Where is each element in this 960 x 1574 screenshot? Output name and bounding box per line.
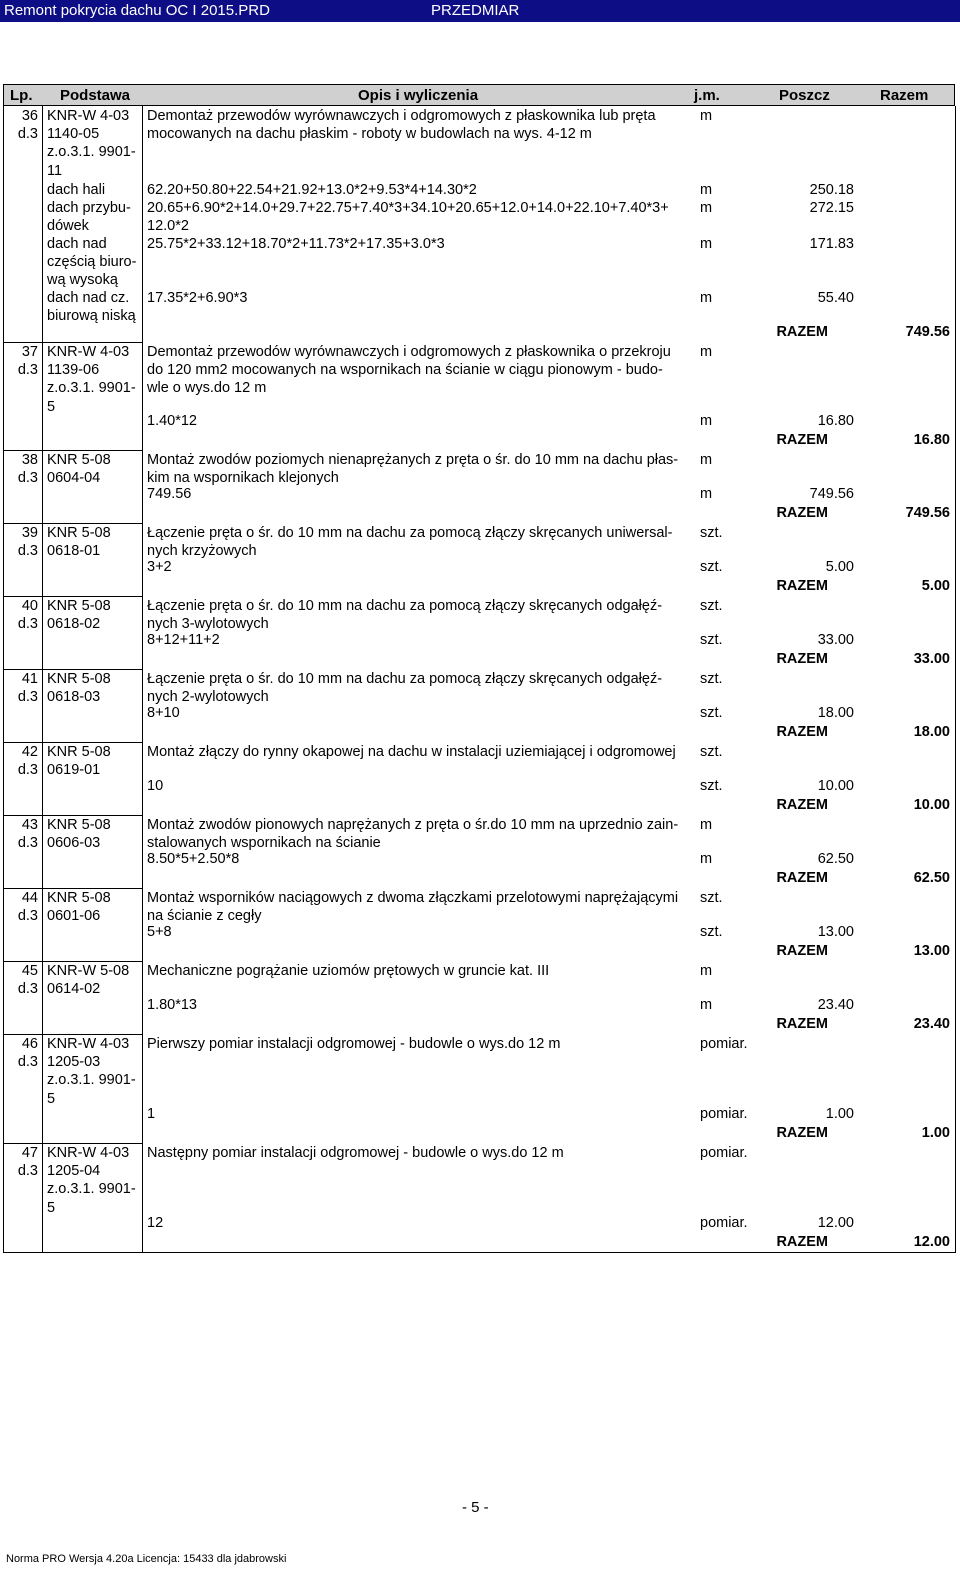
row-divider <box>3 815 142 816</box>
calc-expression: 20.65+6.90*2+14.0+29.7+22.75+7.40*3+34.10+20.65+12.0+14.0+22.10+7.40*3+ <box>147 200 669 216</box>
calc-location-label: częścią biuro- <box>47 254 137 271</box>
calc-location-label: wą wysoką <box>47 272 118 289</box>
calc-value: 33.00 <box>817 631 854 648</box>
calc-location-label: dach nad cz. <box>47 290 130 306</box>
calc-expression: 8+10 <box>147 704 180 721</box>
calc-expression: 8.50*5+2.50*8 <box>147 850 240 867</box>
row-divider <box>3 596 142 597</box>
table-header <box>3 84 955 106</box>
item-number: 40 <box>21 598 38 614</box>
calc-value: 10.00 <box>817 777 854 794</box>
item-description-line: Montaż wsporników naciągowych z dwoma złączkami przelotowymi naprężającymi <box>147 890 679 906</box>
item-description-line: Mechaniczne pogrążanie uziomów prętowych w gruncie kat. III <box>147 963 550 979</box>
razem-value: 62.50 <box>913 870 950 886</box>
calc-unit: szt. <box>700 558 723 575</box>
item-description-line: stalowanych wspornikach na ścianie <box>147 835 381 852</box>
row-divider <box>3 669 142 670</box>
col-lp: Lp. <box>10 87 33 104</box>
calc-expression: 62.20+50.80+22.54+21.92+13.0*2+9.53*4+14.30*2 <box>147 182 477 198</box>
razem-label: RAZEM <box>776 578 828 594</box>
item-unit: m <box>700 108 713 124</box>
item-basis-line: 1139-06 <box>47 362 100 379</box>
item-description-line: Łączenie pręta o śr. do 10 mm na dachu za pomocą złączy skręcanych odgałęź- <box>147 598 663 614</box>
row-divider <box>3 1034 142 1035</box>
calc-value: 12.00 <box>817 1214 854 1231</box>
razem-value: 13.00 <box>913 943 950 959</box>
item-basis-line: 5 <box>47 1090 56 1107</box>
item-basis-line: 0614-02 <box>47 981 101 998</box>
item-number: 41 <box>21 671 38 687</box>
calc-unit: m <box>700 182 713 198</box>
col-razem: Razem <box>880 87 929 104</box>
item-number: 47 <box>21 1145 38 1161</box>
item-basis-line: 0604-04 <box>47 470 101 487</box>
item-basis-line: KNR 5-08 <box>47 890 111 906</box>
razem-value: 5.00 <box>921 578 950 594</box>
calc-expression: 749.56 <box>147 485 192 502</box>
document-header-bar <box>0 0 960 22</box>
razem-label: RAZEM <box>776 724 828 740</box>
item-basis-line: 0606-03 <box>47 835 101 852</box>
razem-value: 16.80 <box>913 432 950 448</box>
calc-value: 13.00 <box>817 923 854 940</box>
item-basis-line: 11 <box>47 162 63 179</box>
item-description-line: mocowanych na dachu płaskim - roboty w budowlach na wys. 4-12 m <box>147 126 592 143</box>
item-basis-line: z.o.3.1. 9901- <box>47 380 136 397</box>
calc-unit: m <box>700 236 713 252</box>
item-section: d.3 <box>17 1054 38 1071</box>
table-bottom-border <box>3 1252 956 1253</box>
row-divider <box>3 961 142 962</box>
item-basis-line: z.o.3.1. 9901- <box>47 1181 136 1198</box>
calc-location-label: biurową niską <box>47 308 136 325</box>
item-unit: szt. <box>700 525 723 541</box>
calc-location-label: dach przybu- <box>47 200 131 216</box>
calc-expression: 17.35*2+6.90*3 <box>147 290 248 306</box>
razem-value: 23.40 <box>913 1016 950 1032</box>
item-description-line: nych 3-wylotowych <box>147 616 269 633</box>
item-description-line: nych krzyżowych <box>147 543 257 560</box>
razem-label: RAZEM <box>776 324 828 340</box>
col-jm: j.m. <box>694 87 720 104</box>
item-unit: szt. <box>700 744 723 760</box>
item-number: 37 <box>21 344 38 360</box>
calc-unit: m <box>700 996 713 1013</box>
col-opis: Opis i wyliczenia <box>358 87 479 104</box>
calc-value: 62.50 <box>817 850 854 867</box>
item-section: d.3 <box>17 543 38 560</box>
item-basis-line: 5 <box>47 1199 56 1216</box>
item-unit: szt. <box>700 890 723 906</box>
calc-expression: 12.0*2 <box>147 218 189 235</box>
item-number: 43 <box>21 817 38 833</box>
calc-unit: m <box>700 412 713 429</box>
calc-location-label: dówek <box>47 218 89 235</box>
item-basis-line: KNR-W 4-03 <box>47 344 130 360</box>
calc-unit: pomiar. <box>700 1214 748 1231</box>
page-number: - 5 - <box>462 1499 489 1516</box>
item-basis-line: KNR 5-08 <box>47 525 111 541</box>
item-description-line: Montaż zwodów pionowych naprężanych z pręta o śr.do 10 mm na uprzednio zain- <box>147 817 679 833</box>
col-podstawa: Podstawa <box>60 87 131 104</box>
item-section: d.3 <box>17 126 38 143</box>
item-basis-line: 1140-05 <box>47 126 100 143</box>
calc-expression: 1 <box>147 1105 156 1122</box>
calc-value: 23.40 <box>817 996 854 1013</box>
item-unit: pomiar. <box>700 1036 748 1052</box>
item-number: 46 <box>21 1036 38 1052</box>
calc-value: 5.00 <box>825 558 854 575</box>
item-basis-line: KNR-W 5-08 <box>47 963 130 979</box>
calc-unit: szt. <box>700 704 723 721</box>
item-description-line: nych 2-wylotowych <box>147 689 269 706</box>
razem-label: RAZEM <box>776 870 828 886</box>
item-description-line: Demontaż przewodów wyrównawczych i odgromowych z płaskownika o przekroju <box>147 344 671 360</box>
item-basis-line: 0618-03 <box>47 689 101 706</box>
row-divider <box>3 523 142 524</box>
row-divider <box>3 888 142 889</box>
razem-value: 749.56 <box>905 505 950 521</box>
item-description-line: do 120 mm2 mocowanych na wspornikach na ścianie w ciągu pionowym - budo- <box>147 362 663 379</box>
item-number: 44 <box>21 890 38 906</box>
column-divider <box>42 106 43 1252</box>
footer-license: Norma PRO Wersja 4.20a Licencja: 15433 dla jdabrowski <box>6 1553 287 1565</box>
razem-value: 18.00 <box>913 724 950 740</box>
column-divider <box>3 106 4 1252</box>
item-unit: m <box>700 817 713 833</box>
item-basis-line: 0618-02 <box>47 616 101 633</box>
calc-expression: 5+8 <box>147 923 172 940</box>
item-basis-line: KNR 5-08 <box>47 598 111 614</box>
item-basis-line: 0619-01 <box>47 762 101 779</box>
row-divider <box>3 342 142 343</box>
item-unit: szt. <box>700 598 723 614</box>
item-basis-line: 0618-01 <box>47 543 101 560</box>
calc-unit: m <box>700 290 713 306</box>
calc-location-label: dach nad <box>47 236 107 252</box>
razem-label: RAZEM <box>776 1125 828 1141</box>
row-divider <box>3 450 142 451</box>
calc-value: 18.00 <box>817 704 854 721</box>
item-basis-line: KNR-W 4-03 <box>47 1145 130 1161</box>
item-basis-line: z.o.3.1. 9901- <box>47 144 136 161</box>
col-poszcz: Poszcz <box>779 87 830 104</box>
item-description-line: Montaż zwodów poziomych nienaprężanych z pręta o śr. do 10 mm na dachu płas- <box>147 452 679 468</box>
calc-value: 272.15 <box>809 200 854 216</box>
razem-label: RAZEM <box>776 1234 828 1250</box>
razem-label: RAZEM <box>776 943 828 959</box>
calc-expression: 25.75*2+33.12+18.70*2+11.73*2+17.35+3.0*3 <box>147 236 445 252</box>
item-description-line: na ścianie z cegły <box>147 908 262 925</box>
calc-expression: 1.40*12 <box>147 412 197 429</box>
item-description-line: Montaż złączy do rynny okapowej na dachu w instalacji uziemiającej i odgromowej <box>147 744 676 760</box>
item-number: 36 <box>21 108 38 124</box>
item-section: d.3 <box>17 762 38 779</box>
item-number: 42 <box>21 744 38 760</box>
calc-unit: pomiar. <box>700 1105 748 1122</box>
row-divider <box>3 742 142 743</box>
calc-unit: szt. <box>700 777 723 794</box>
calc-expression: 3+2 <box>147 558 172 575</box>
razem-label: RAZEM <box>776 1016 828 1032</box>
razem-value: 33.00 <box>913 651 950 667</box>
document-title: PRZEDMIAR <box>431 2 520 19</box>
item-number: 39 <box>21 525 38 541</box>
calc-value: 749.56 <box>809 485 854 502</box>
item-basis-line: z.o.3.1. 9901- <box>47 1072 136 1089</box>
razem-label: RAZEM <box>776 651 828 667</box>
item-number: 38 <box>21 452 38 468</box>
item-section: d.3 <box>17 1163 38 1180</box>
calc-value: 171.83 <box>809 236 854 252</box>
calc-expression: 12 <box>147 1214 164 1231</box>
calc-unit: szt. <box>700 923 723 940</box>
calc-unit: m <box>700 200 713 216</box>
calc-expression: 1.80*13 <box>147 996 197 1013</box>
calc-expression: 10 <box>147 777 164 794</box>
column-divider <box>955 106 956 1252</box>
item-unit: m <box>700 963 713 979</box>
item-section: d.3 <box>17 470 38 487</box>
item-section: d.3 <box>17 362 38 379</box>
calc-value: 16.80 <box>817 412 854 429</box>
calc-unit: m <box>700 485 713 502</box>
item-description-line: Następny pomiar instalacji odgromowej - budowle o wys.do 12 m <box>147 1145 564 1161</box>
item-section: d.3 <box>17 835 38 852</box>
razem-label: RAZEM <box>776 797 828 813</box>
item-description-line: Demontaż przewodów wyrównawczych i odgromowych z płaskownika lub pręta <box>147 108 656 124</box>
razem-value: 12.00 <box>913 1234 950 1250</box>
item-basis-line: KNR 5-08 <box>47 452 111 468</box>
item-description-line: Łączenie pręta o śr. do 10 mm na dachu za pomocą złączy skręcanych uniwersal- <box>147 525 673 541</box>
row-divider <box>3 1143 142 1144</box>
calc-unit: szt. <box>700 631 723 648</box>
razem-value: 749.56 <box>905 324 950 340</box>
calc-value: 1.00 <box>825 1105 854 1122</box>
item-unit: pomiar. <box>700 1145 748 1161</box>
item-basis-line: KNR 5-08 <box>47 744 111 760</box>
item-description-line: Łączenie pręta o śr. do 10 mm na dachu za pomocą złączy skręcanych odgałęź- <box>147 671 663 687</box>
item-section: d.3 <box>17 981 38 998</box>
item-unit: m <box>700 452 713 468</box>
razem-label: RAZEM <box>776 505 828 521</box>
column-divider <box>142 106 143 1252</box>
item-basis-line: 5 <box>47 398 56 415</box>
item-unit: m <box>700 344 713 360</box>
item-description-line: Pierwszy pomiar instalacji odgromowej - budowle o wys.do 12 m <box>147 1036 561 1052</box>
file-name: Remont pokrycia dachu OC I 2015.PRD <box>4 2 270 19</box>
razem-value: 10.00 <box>913 797 950 813</box>
item-basis-line: KNR 5-08 <box>47 817 111 833</box>
calc-location-label: dach hali <box>47 182 106 198</box>
razem-value: 1.00 <box>921 1125 950 1141</box>
calc-expression: 8+12+11+2 <box>147 631 220 648</box>
item-basis-line: KNR-W 4-03 <box>47 1036 130 1052</box>
item-basis-line: 1205-03 <box>47 1054 101 1071</box>
item-basis-line: KNR-W 4-03 <box>47 108 130 124</box>
calc-value: 55.40 <box>817 290 854 306</box>
item-section: d.3 <box>17 908 38 925</box>
item-section: d.3 <box>17 689 38 706</box>
item-basis-line: 0601-06 <box>47 908 101 925</box>
razem-label: RAZEM <box>776 432 828 448</box>
item-description-line: kim na wspornikach klejonych <box>147 470 339 487</box>
item-section: d.3 <box>17 616 38 633</box>
item-description-line: wle o wys.do 12 m <box>147 380 267 397</box>
calc-value: 250.18 <box>809 182 854 198</box>
calc-unit: m <box>700 850 713 867</box>
item-basis-line: 1205-04 <box>47 1163 101 1180</box>
item-basis-line: KNR 5-08 <box>47 671 111 687</box>
item-unit: szt. <box>700 671 723 687</box>
item-number: 45 <box>21 963 38 979</box>
